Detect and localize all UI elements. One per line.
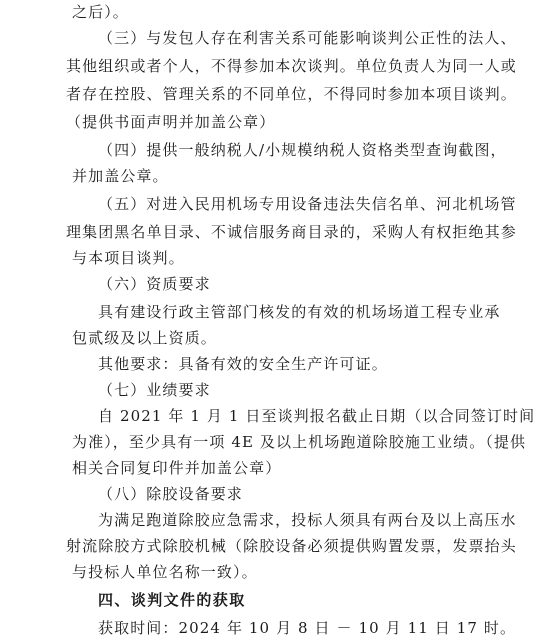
section-heading: 四、谈判文件的获取 (98, 591, 246, 609)
text-line: 为准），至少具有一项 4E 及以上机场跑道除胶施工业绩。（提供 (72, 433, 527, 451)
text-line: （三）与发包人存在利害关系可能影响谈判公正性的法人、 (98, 29, 517, 47)
text-line: 之后）。 (72, 3, 129, 21)
text-line: （提供书面声明并加盖公章） (66, 113, 276, 131)
text-line: 与投标人单位名称一致）。 (72, 563, 258, 581)
section-subheading: （六）资质要求 (98, 275, 211, 293)
text-line: 相关合同复印件并加盖公章） (72, 459, 282, 477)
text-line: （五）对进入民用机场专用设备违法失信名单、河北机场管 (98, 195, 517, 213)
text-line: 具有建设行政主管部门核发的有效的机场场道工程专业承 (98, 303, 501, 321)
text-line: 理集团黑名单目录、不诚信服务商目录的，采购人有权拒绝其参 (66, 223, 517, 241)
section-subheading: （八）除胶设备要求 (98, 485, 243, 503)
section-subheading: （七）业绩要求 (98, 381, 211, 399)
text-line: 与本项目谈判。 (72, 249, 185, 267)
text-line: 包贰级及以上资质。 (72, 329, 217, 347)
text-line: 其他组织或者个人，不得参加本次谈判。单位负责人为同一人或 (66, 57, 517, 75)
text-line: 其他要求：具备有效的安全生产许可证。 (98, 355, 388, 373)
text-line: 并加盖公章。 (72, 167, 169, 185)
text-line: 自 2021 年 1 月 1 日至谈判报名截止日期（以合同签订时间 (98, 407, 536, 425)
text-line: 为满足跑道除胶应急需求，投标人须具有两台及以上高压水 (98, 511, 517, 529)
text-line: 者存在控股、管理关系的不同单位，不得同时参加本项目谈判。 (66, 85, 517, 103)
acquisition-time: 获取时间：2024 年 10 月 8 日 － 10 月 11 日 17 时。 (98, 619, 517, 637)
text-line: （四）提供一般纳税人/小规模纳税人资格类型查询截图， (98, 141, 507, 159)
text-line: 射流除胶方式除胶机械（除胶设备必须提供购置发票，发票抬头 (66, 537, 517, 555)
